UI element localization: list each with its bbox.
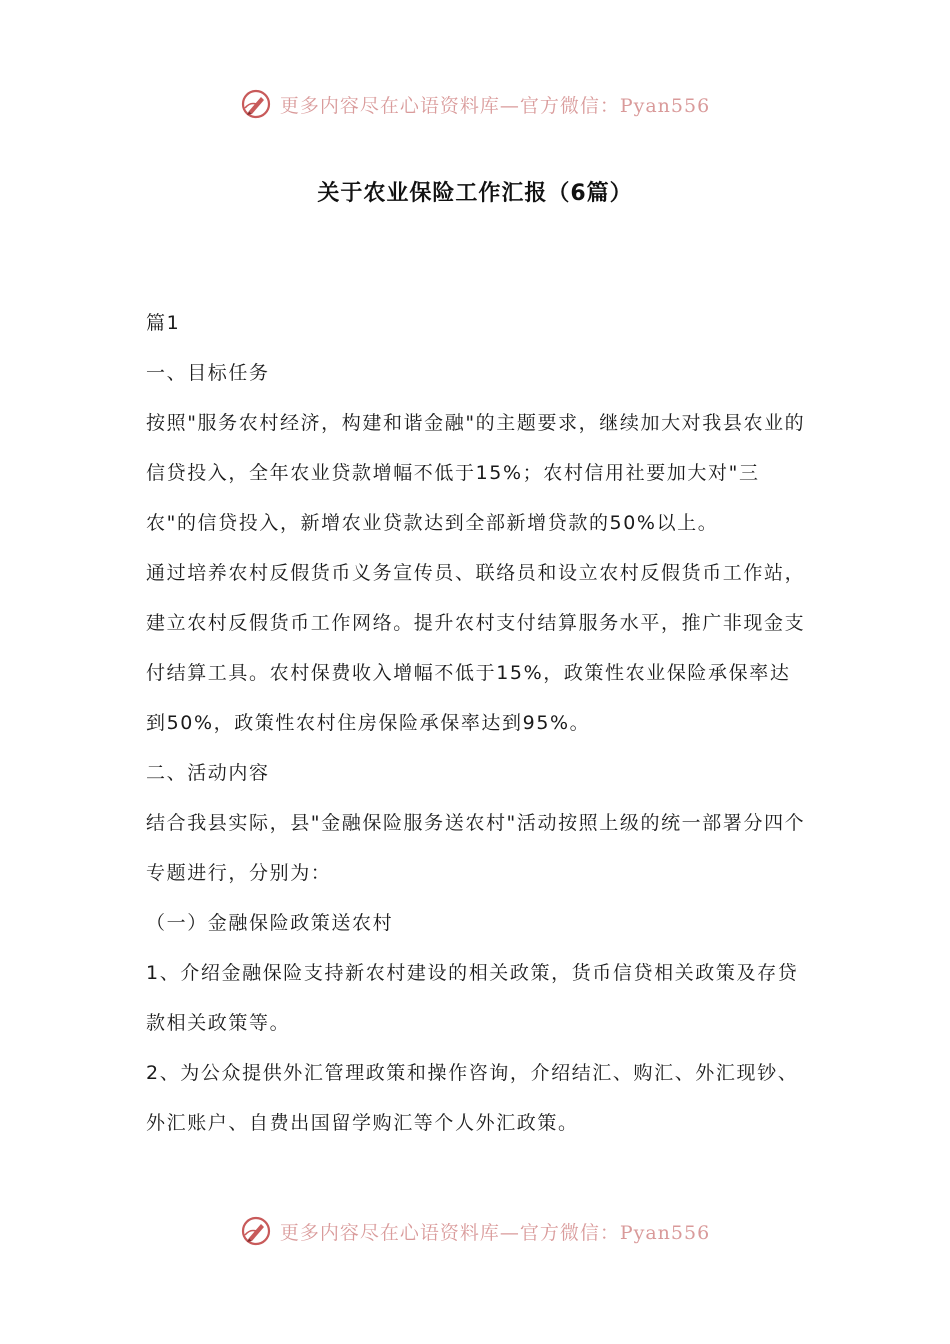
paragraph: 通过培养农村反假货币义务宣传员、联络员和设立农村反假货币工作站，建立农村反假货币工作网络。提升农村支付结算服务水平，推广非现金支付结算工具。农村保费收入增幅不低于15%，政策性农业保险承保率达到50%，政策性农村住房保险承保率达到95%。 [146, 562, 806, 734]
header-watermark-text: 更多内容尽在心语资料库—官方微信：Pyan556 [279, 94, 711, 117]
pen-logo-icon [240, 1215, 272, 1247]
footer-watermark-text: 更多内容尽在心语资料库—官方微信：Pyan556 [279, 1221, 711, 1244]
heading-activities: 二、活动内容 [146, 762, 270, 784]
list-item: 1、介绍金融保险支持新农村建设的相关政策，货币信贷相关政策及存贷款相关政策等。 [146, 962, 799, 1034]
list-item: 2、为公众提供外汇管理政策和操作咨询，介绍结汇、购汇、外汇现钞、外汇账户、自费出国留学购汇等个人外汇政策。 [146, 1062, 799, 1134]
header-watermark-banner [0, 84, 950, 124]
document-title: 关于农业保险工作汇报（6篇） [317, 181, 633, 206]
pen-logo-icon [240, 88, 272, 120]
subheading: （一）金融保险政策送农村 [146, 912, 394, 934]
paragraph: 按照"服务农村经济，构建和谐金融"的主题要求，继续加大对我县农业的信贷投入，全年农业贷款增幅不低于15%；农村信用社要加大对"三农"的信贷投入，新增农业贷款达到全部新增贷款的50%以上。 [146, 412, 806, 534]
heading-goals: 一、目标任务 [146, 362, 270, 384]
document-body [146, 298, 810, 1148]
section-label: 篇1 [146, 312, 181, 334]
paragraph: 结合我县实际，县"金融保险服务送农村"活动按照上级的统一部署分四个专题进行，分别为： [146, 812, 806, 884]
footer-watermark-banner [0, 1211, 950, 1251]
